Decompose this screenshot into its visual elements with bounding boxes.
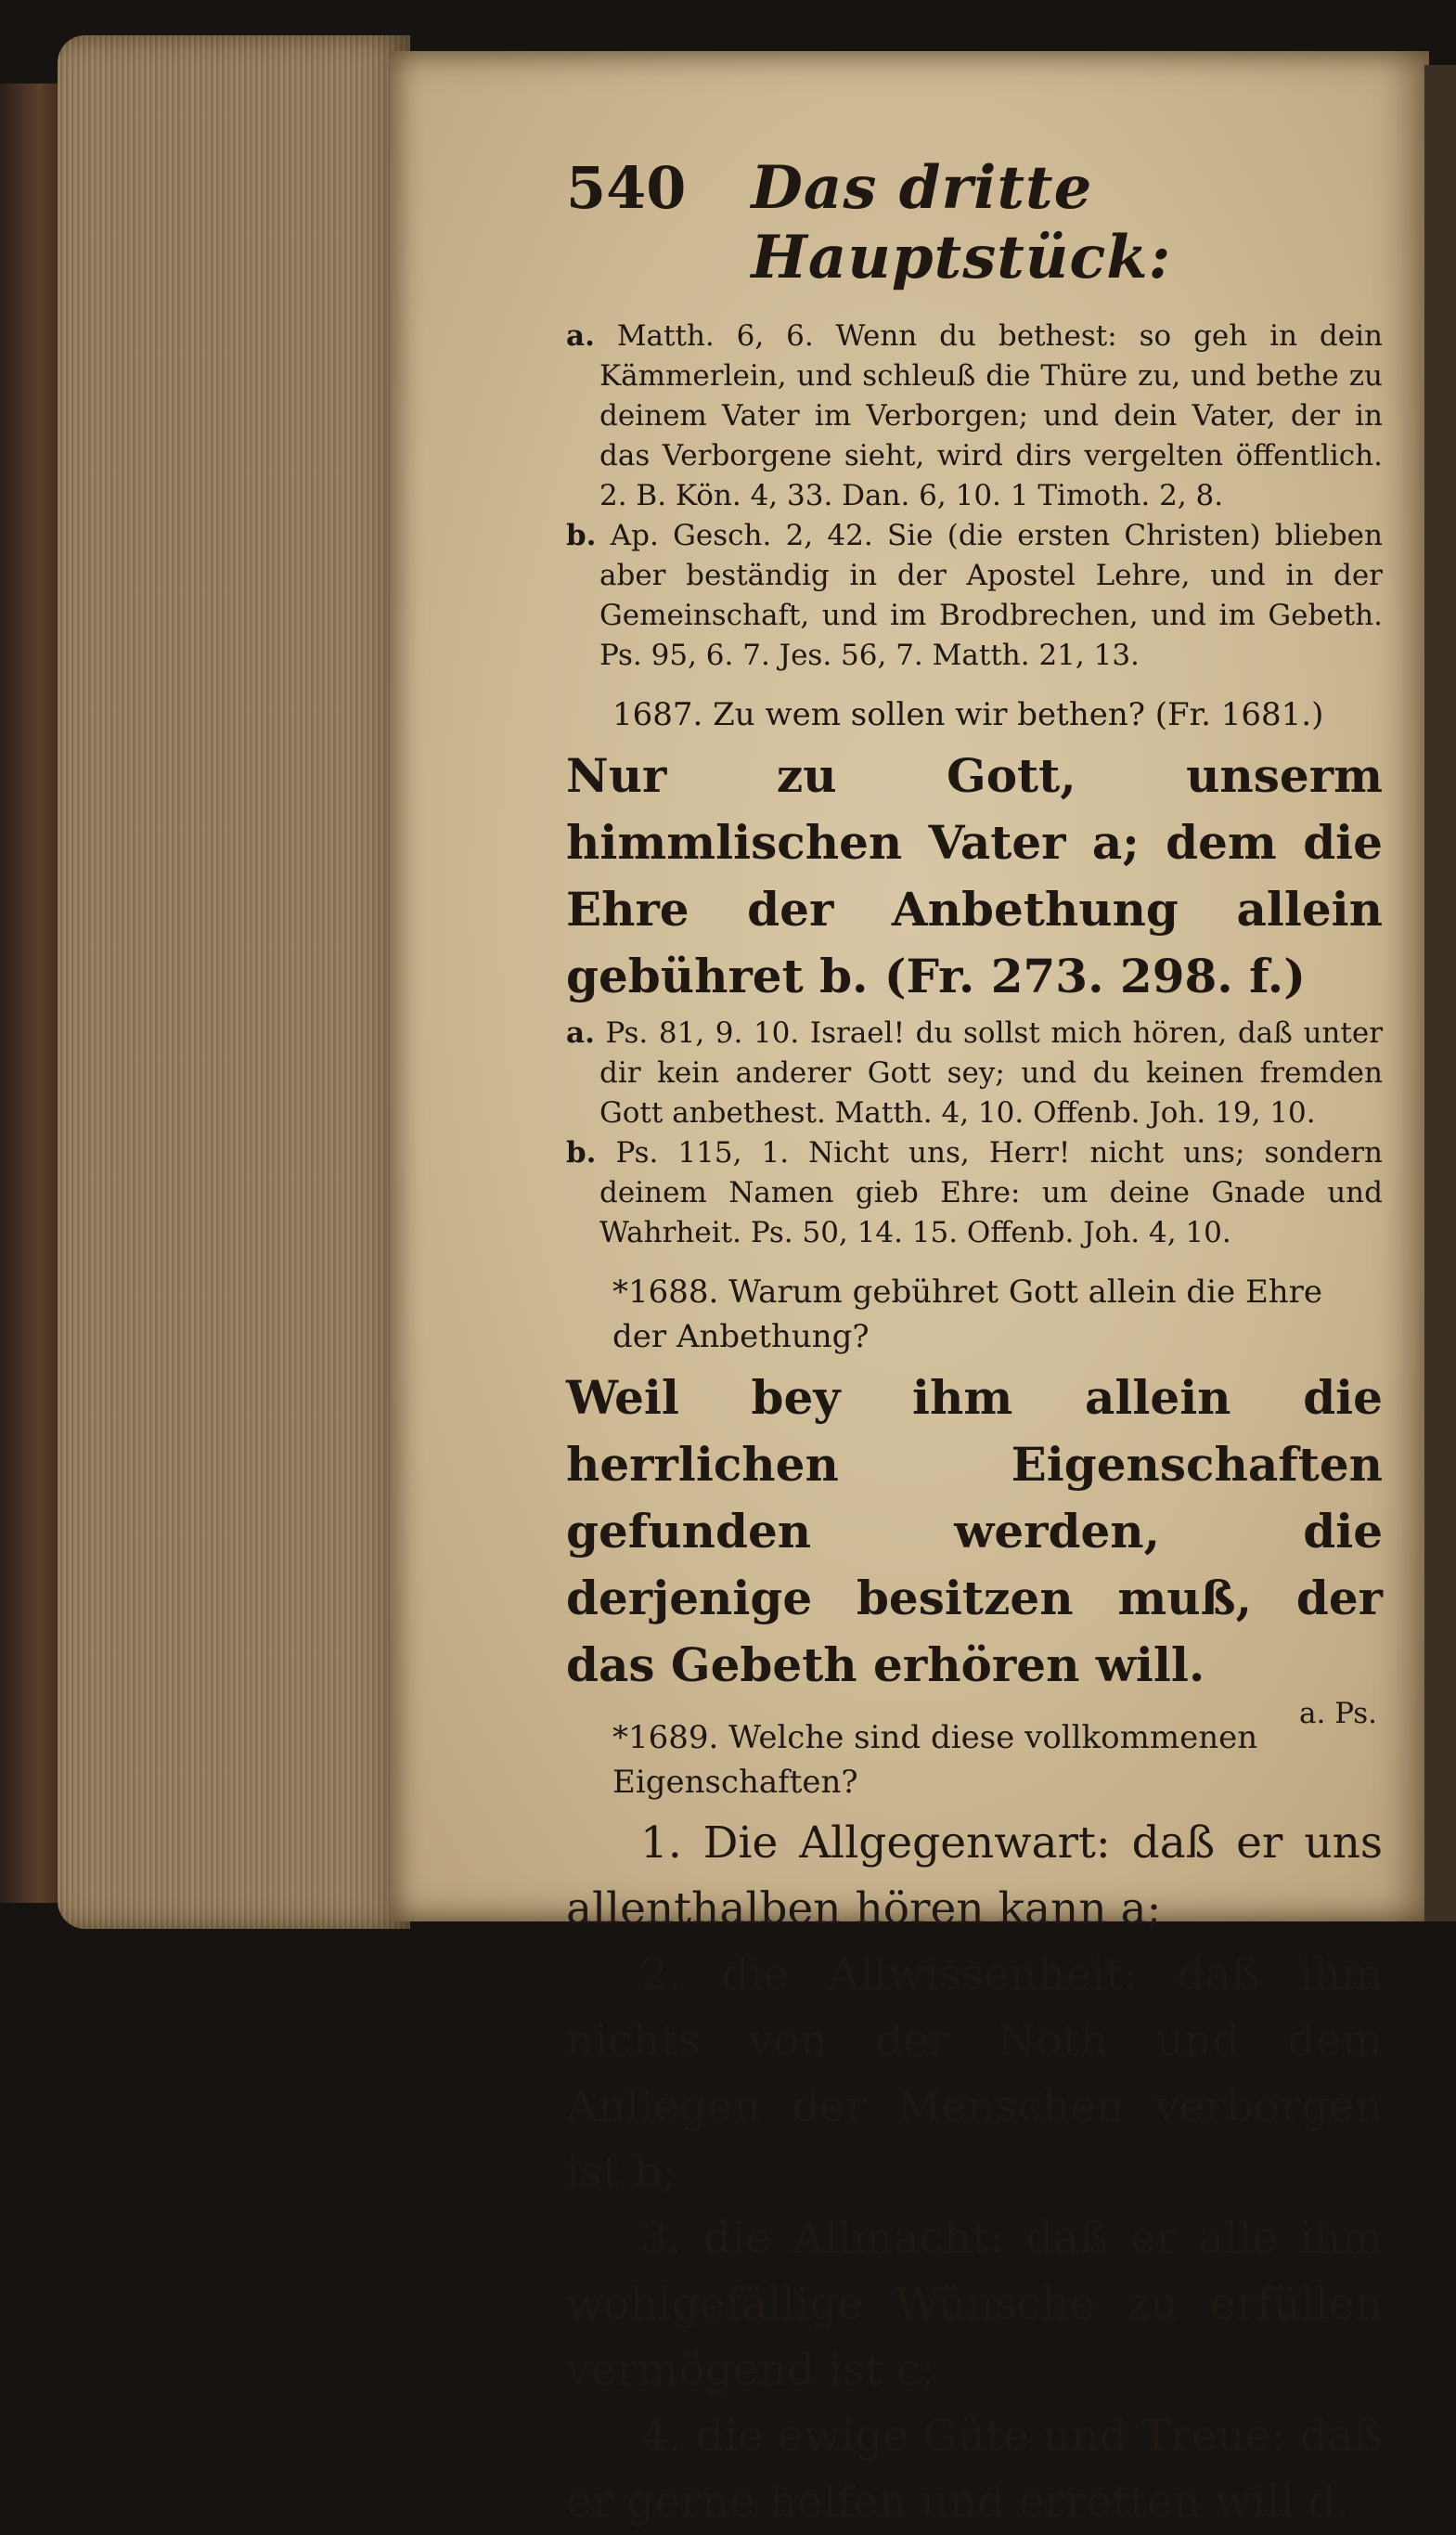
footnote-a xyxy=(566,317,1383,516)
footnote-text: Ap. Gesch. 2, 42. Sie (die ersten Christen) blieben aber beständig in der Apostel Lehre, und in der Gemeinschaft, und im Brodbrechen, und im Gebeth. Ps. 95, 6. 7. Jes. 56, 7. Matth. 21, 13. xyxy=(599,519,1383,672)
footnote-label: a. xyxy=(566,1016,595,1050)
page-edges xyxy=(58,35,410,1929)
list-item: 1. Die Allgegenwart: daß er uns allenthalben hören kann a; xyxy=(566,1817,1383,1934)
question-1689: *1689. Welche sind diese vollkommenen Eigenschaften? xyxy=(612,1719,1258,1801)
book-spine xyxy=(0,84,65,1903)
footnote-b xyxy=(566,1133,1383,1253)
footnote-label: b. xyxy=(566,1136,597,1170)
page-text xyxy=(566,153,1383,2535)
answer-1688: Weil bey ihm allein die herrlichen Eigenschaften gefunden werden, die derjenige besitzen muß, der das Gebeth erhören will. xyxy=(566,1370,1383,1692)
running-title: Das dritte Hauptstück: xyxy=(751,153,1172,292)
footnote-text: Ps. 81, 9. 10. Israel! du sollst mich hören, daß unter dir kein anderer Gott sey; und du keinen fremden Gott anbethest. Matth. 4, 10. Offenb. Joh. 19, 10. xyxy=(599,1016,1384,1130)
footnote-a xyxy=(566,1014,1383,1133)
footnote-label: a. xyxy=(566,319,595,353)
list-item: 3. die Allmacht: daß er alle ihm wohlgefällige Wünsche zu erfüllen vermögend ist c; xyxy=(566,2213,1383,2396)
footnote-text: Matth. 6, 6. Wenn du bethest: so geh in dein Kämmerlein, und schleuß die Thüre zu, und bethe zu deinem Vater im Verborgen; und dein Vater, der in das Verborgene sieht, wird dirs vergelten öffentlich. 2. B. Kön. 4, 33. Dan. 6, 10. 1 Timoth. 2, 8. xyxy=(599,319,1383,512)
catchword: a. Ps. xyxy=(1299,1697,1377,1730)
answer-1687: Nur zu Gott, unserm himmlischen Vater a; dem die Ehre der Anbethung allein gebühret b. (Fr. 273. 298. f.) xyxy=(566,748,1383,1003)
page-number: 540 xyxy=(566,154,687,222)
list-item: 4. die ewige Güte und Treue: daß er gerne helfen und erretten will d. xyxy=(566,2411,1383,2528)
footnote-text: Ps. 115, 1. Nicht uns, Herr! nicht uns; sondern deinem Namen gieb Ehre: um deine Gnade und Wahrheit. Ps. 50, 14. 15. Offenb. Joh. 4, 10. xyxy=(599,1136,1383,1249)
footnote-label: b. xyxy=(566,519,597,552)
page-header xyxy=(566,153,1383,292)
question-1688: *1688. Warum gebühret Gott allein die Ehre der Anbethung? xyxy=(612,1274,1323,1355)
question-1687: 1687. Zu wem sollen wir bethen? (Fr. 1681.) xyxy=(612,696,1324,733)
footnote-b xyxy=(566,516,1383,676)
list-item: 2. die Allwissenheit: daß ihm nichts von der Noth und dem Anliegen der Menschen verborgen ist b; xyxy=(566,1949,1383,2198)
facing-page-edge xyxy=(1424,65,1456,1921)
